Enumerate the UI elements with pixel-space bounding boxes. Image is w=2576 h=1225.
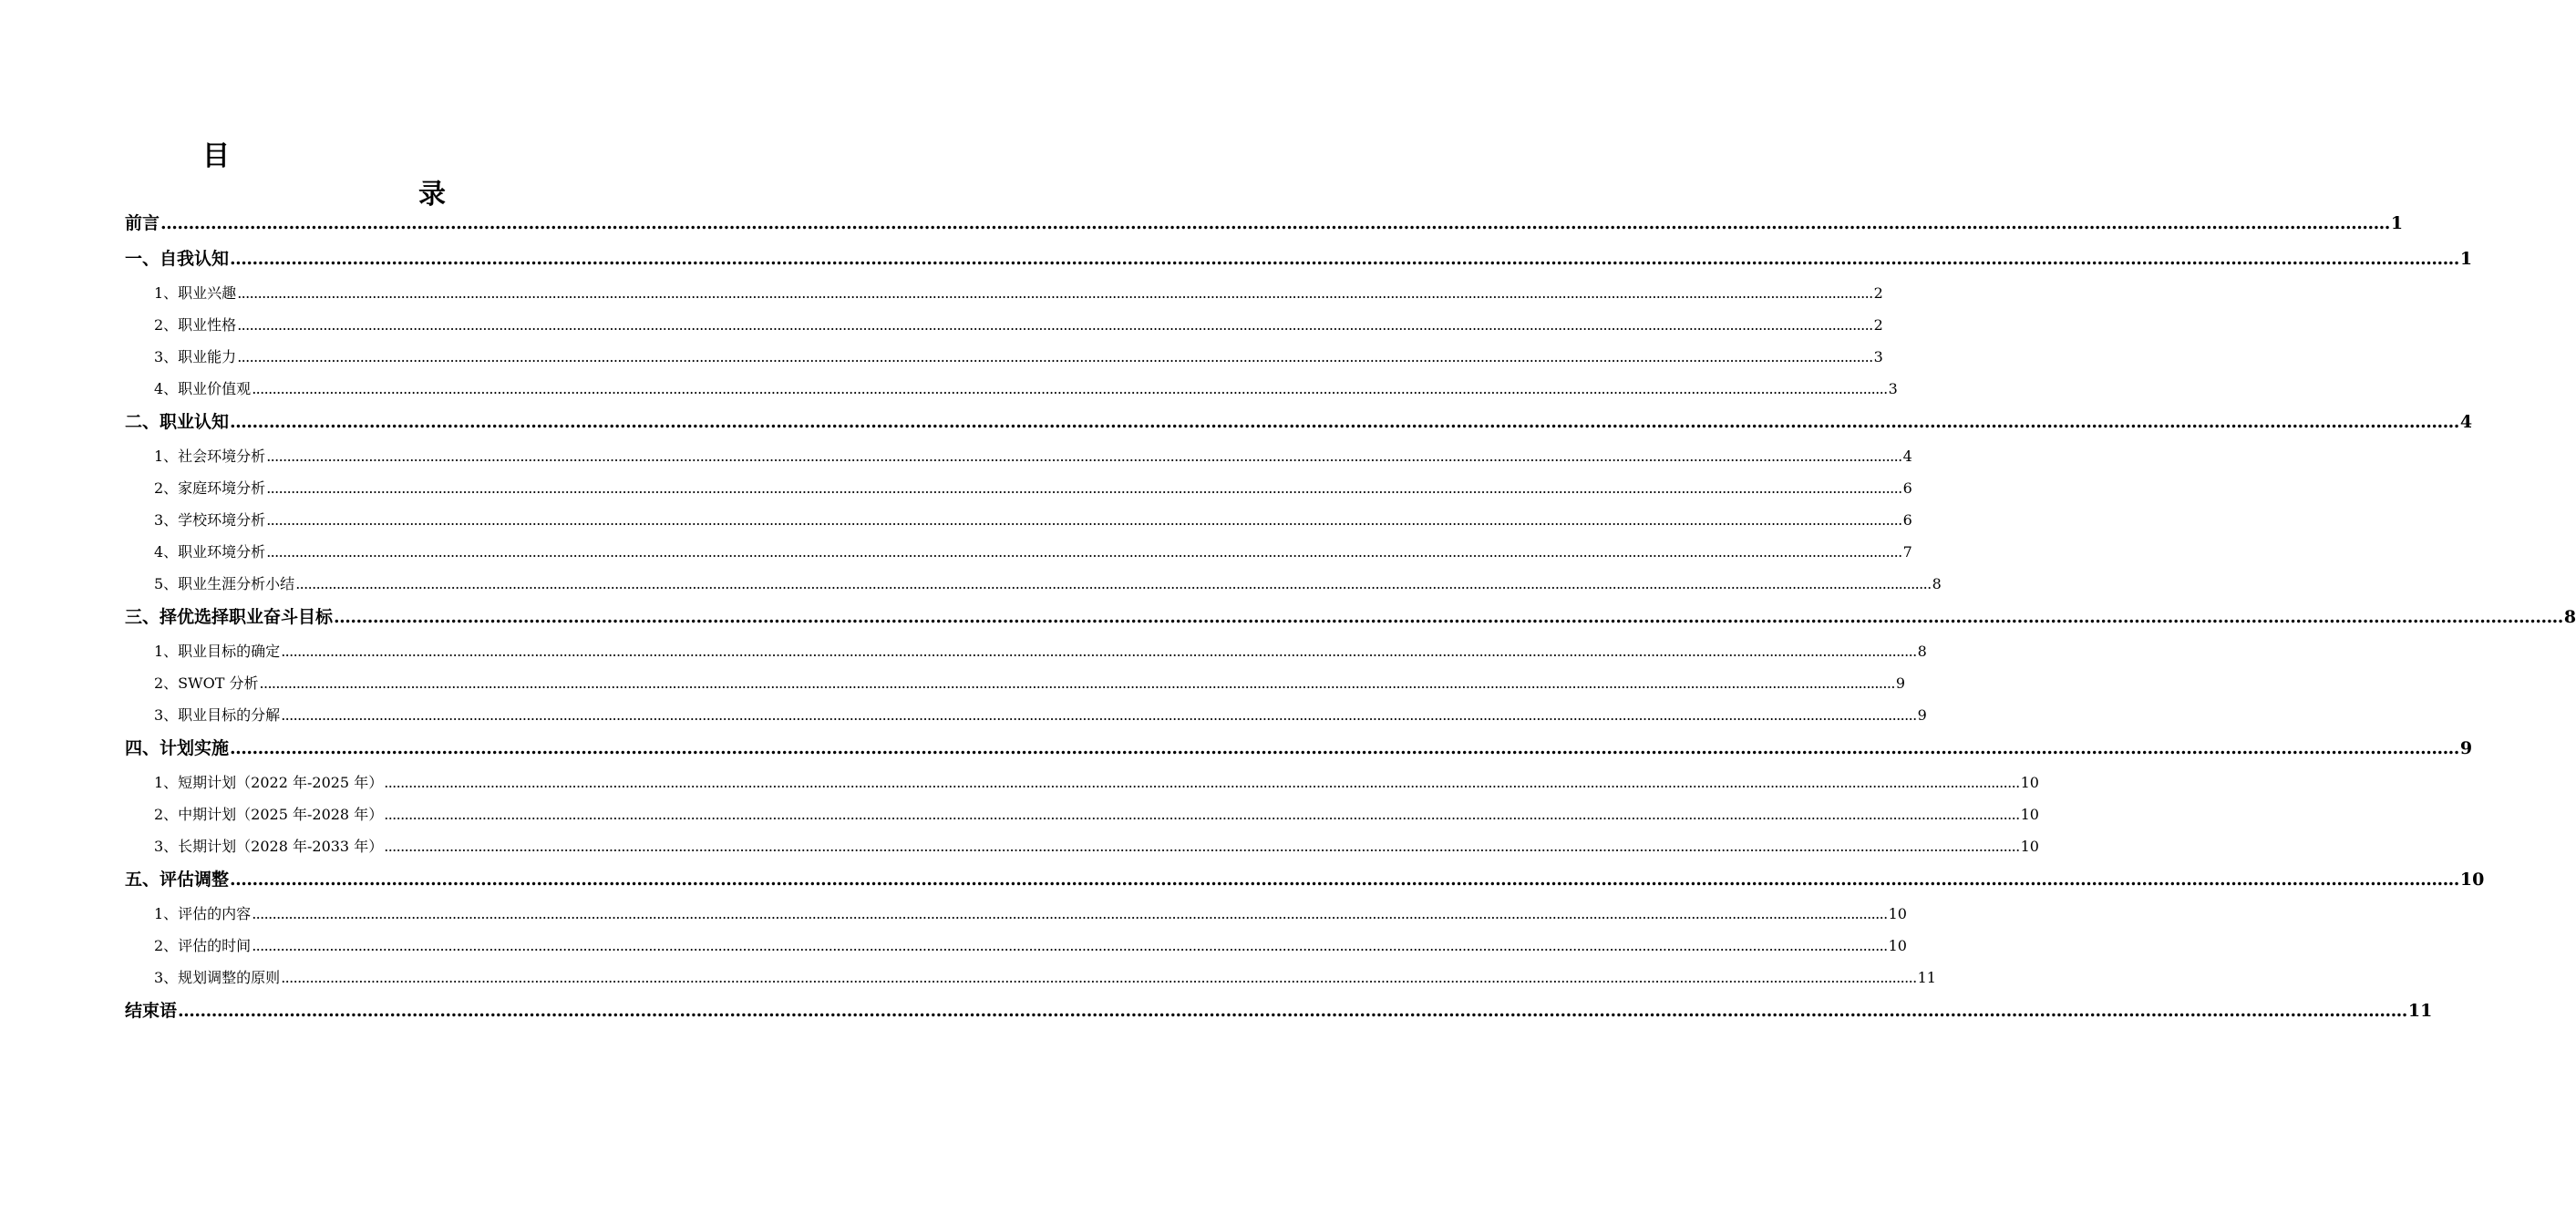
toc-section-entry[interactable]: [125, 341, 1883, 373]
toc-page-number: 10: [2020, 838, 2039, 855]
toc-dot-leader: ................................................................................................................................................................................................................................................................................................................................................................................................................: [334, 607, 2563, 627]
toc-entry-label: 3、学校环境分析: [154, 511, 266, 529]
toc-dot-leader: ................................................................................................................................................................................................................................................................................................................................................................................................................: [295, 575, 1932, 592]
toc-section-entry[interactable]: [125, 309, 1883, 341]
toc-page-number: 10: [2459, 870, 2485, 890]
toc-dot-leader: ................................................................................................................................................................................................................................................................................................................................................................................................................: [281, 969, 1917, 986]
toc-page-number: 10: [2020, 774, 2039, 791]
toc-page-number: 7: [1902, 543, 1912, 561]
toc-section-entry[interactable]: [125, 536, 1912, 568]
table-of-contents: [125, 206, 2576, 1029]
toc-dot-leader: ................................................................................................................................................................................................................................................................................................................................................................................................................: [178, 1001, 2407, 1021]
toc-dot-leader: ................................................................................................................................................................................................................................................................................................................................................................................................................: [281, 643, 1917, 660]
toc-entry-label: 3、职业目标的分解: [154, 706, 281, 724]
toc-entry-label: 3、职业能力: [154, 348, 237, 365]
toc-section-entry[interactable]: [125, 635, 1927, 667]
toc-section-entry[interactable]: [125, 277, 1883, 309]
toc-dot-leader: ................................................................................................................................................................................................................................................................................................................................................................................................................: [252, 380, 1888, 397]
toc-section-entry[interactable]: [125, 767, 2039, 798]
toc-page-number: 6: [1902, 479, 1912, 497]
toc-entry-label: 1、职业兴趣: [154, 284, 237, 302]
toc-entry-label: 前言: [125, 213, 160, 233]
toc-chapter-entry[interactable]: [125, 242, 2473, 277]
toc-entry-label: 2、中期计划（2025 年-2028 年）: [154, 806, 384, 823]
toc-page-number: 10: [1888, 905, 1907, 922]
toc-section-entry[interactable]: [125, 504, 1912, 536]
toc-dot-leader: ................................................................................................................................................................................................................................................................................................................................................................................................................: [384, 806, 2020, 823]
toc-section-entry[interactable]: [125, 962, 1936, 993]
toc-entry-label: 1、职业目标的确定: [154, 643, 281, 660]
toc-section-entry[interactable]: [125, 898, 1907, 930]
toc-dot-leader: ................................................................................................................................................................................................................................................................................................................................................................................................................: [384, 774, 2020, 791]
toc-entry-label: 四、计划实施: [125, 738, 230, 758]
toc-dot-leader: ................................................................................................................................................................................................................................................................................................................................................................................................................: [160, 213, 2390, 233]
toc-entry-label: 一、自我认知: [125, 249, 230, 269]
toc-entry-label: 三、择优选择职业奋斗目标: [125, 607, 334, 627]
toc-page-number: 10: [1888, 937, 1907, 954]
toc-dot-leader: ................................................................................................................................................................................................................................................................................................................................................................................................................: [259, 674, 1895, 692]
toc-page-number: 1: [2459, 249, 2473, 269]
toc-page-number: 9: [2459, 738, 2473, 758]
toc-entry-label: 5、职业生涯分析小结: [154, 575, 295, 592]
toc-dot-leader: ................................................................................................................................................................................................................................................................................................................................................................................................................: [230, 870, 2459, 890]
toc-page-number: 2: [1873, 316, 1883, 334]
toc-dot-leader: ................................................................................................................................................................................................................................................................................................................................................................................................................: [230, 249, 2459, 269]
toc-section-entry[interactable]: [125, 472, 1912, 504]
toc-entry-label: 五、评估调整: [125, 870, 230, 890]
toc-page-number: 9: [1917, 706, 1927, 724]
toc-page-number: 10: [2020, 806, 2039, 823]
toc-dot-leader: ................................................................................................................................................................................................................................................................................................................................................................................................................: [230, 738, 2459, 758]
toc-dot-leader: ................................................................................................................................................................................................................................................................................................................................................................................................................: [237, 316, 1873, 334]
toc-page-number: 11: [1917, 969, 1936, 986]
toc-dot-leader: ................................................................................................................................................................................................................................................................................................................................................................................................................: [252, 905, 1888, 922]
toc-chapter-entry[interactable]: [125, 731, 2473, 767]
toc-dot-leader: ................................................................................................................................................................................................................................................................................................................................................................................................................: [281, 706, 1917, 724]
toc-dot-leader: ................................................................................................................................................................................................................................................................................................................................................................................................................: [266, 448, 1902, 465]
toc-chapter-entry[interactable]: [125, 206, 2404, 242]
toc-dot-leader: ................................................................................................................................................................................................................................................................................................................................................................................................................: [266, 511, 1902, 529]
toc-entry-label: 1、评估的内容: [154, 905, 252, 922]
toc-chapter-entry[interactable]: [125, 993, 2433, 1029]
toc-entry-label: 2、家庭环境分析: [154, 479, 266, 497]
toc-dot-leader: ................................................................................................................................................................................................................................................................................................................................................................................................................: [266, 543, 1902, 561]
toc-section-entry[interactable]: [125, 798, 2039, 830]
toc-page-number: 8: [1917, 643, 1927, 660]
toc-title-part1: 目: [202, 140, 230, 172]
toc-section-entry[interactable]: [125, 930, 1907, 962]
toc-page-number: 4: [2459, 412, 2473, 432]
toc-entry-label: 4、职业价值观: [154, 380, 252, 397]
toc-entry-label: 3、长期计划（2028 年-2033 年）: [154, 838, 384, 855]
toc-section-entry[interactable]: [125, 440, 1912, 472]
toc-page-number: 1: [2390, 213, 2404, 233]
toc-entry-label: 3、规划调整的原则: [154, 969, 281, 986]
toc-chapter-entry[interactable]: [125, 862, 2485, 898]
toc-dot-leader: ................................................................................................................................................................................................................................................................................................................................................................................................................: [230, 412, 2459, 432]
toc-dot-leader: ................................................................................................................................................................................................................................................................................................................................................................................................................: [237, 348, 1873, 365]
toc-page-number: 8: [1932, 575, 1942, 592]
toc-section-entry[interactable]: [125, 699, 1927, 731]
toc-page-number: 2: [1873, 284, 1883, 302]
toc-entry-label: 4、职业环境分析: [154, 543, 266, 561]
toc-section-entry[interactable]: [125, 667, 1906, 699]
toc-page-number: 8: [2563, 607, 2576, 627]
toc-chapter-entry[interactable]: [125, 600, 2576, 635]
toc-entry-label: 2、职业性格: [154, 316, 237, 334]
toc-section-entry[interactable]: [125, 830, 2039, 862]
toc-dot-leader: ................................................................................................................................................................................................................................................................................................................................................................................................................: [237, 284, 1873, 302]
toc-section-entry[interactable]: [125, 373, 1898, 405]
toc-entry-label: 二、职业认知: [125, 412, 230, 432]
toc-entry-label: 1、社会环境分析: [154, 448, 266, 465]
toc-title-part2: 录: [418, 179, 446, 211]
toc-dot-leader: ................................................................................................................................................................................................................................................................................................................................................................................................................: [252, 937, 1888, 954]
toc-page-number: 3: [1888, 380, 1898, 397]
toc-entry-label: 2、评估的时间: [154, 937, 252, 954]
toc-entry-label: 2、SWOT 分析: [154, 674, 259, 692]
toc-chapter-entry[interactable]: [125, 405, 2473, 440]
toc-section-entry[interactable]: [125, 568, 1942, 600]
toc-page-number: 4: [1902, 448, 1912, 465]
toc-dot-leader: ................................................................................................................................................................................................................................................................................................................................................................................................................: [384, 838, 2020, 855]
toc-dot-leader: ................................................................................................................................................................................................................................................................................................................................................................................................................: [266, 479, 1902, 497]
toc-page-number: 3: [1873, 348, 1883, 365]
toc-page-number: 9: [1895, 674, 1906, 692]
toc-page-number: 11: [2407, 1001, 2433, 1021]
toc-entry-label: 1、短期计划（2022 年-2025 年）: [154, 774, 384, 791]
toc-page-number: 6: [1902, 511, 1912, 529]
toc-entry-label: 结束语: [125, 1001, 178, 1021]
